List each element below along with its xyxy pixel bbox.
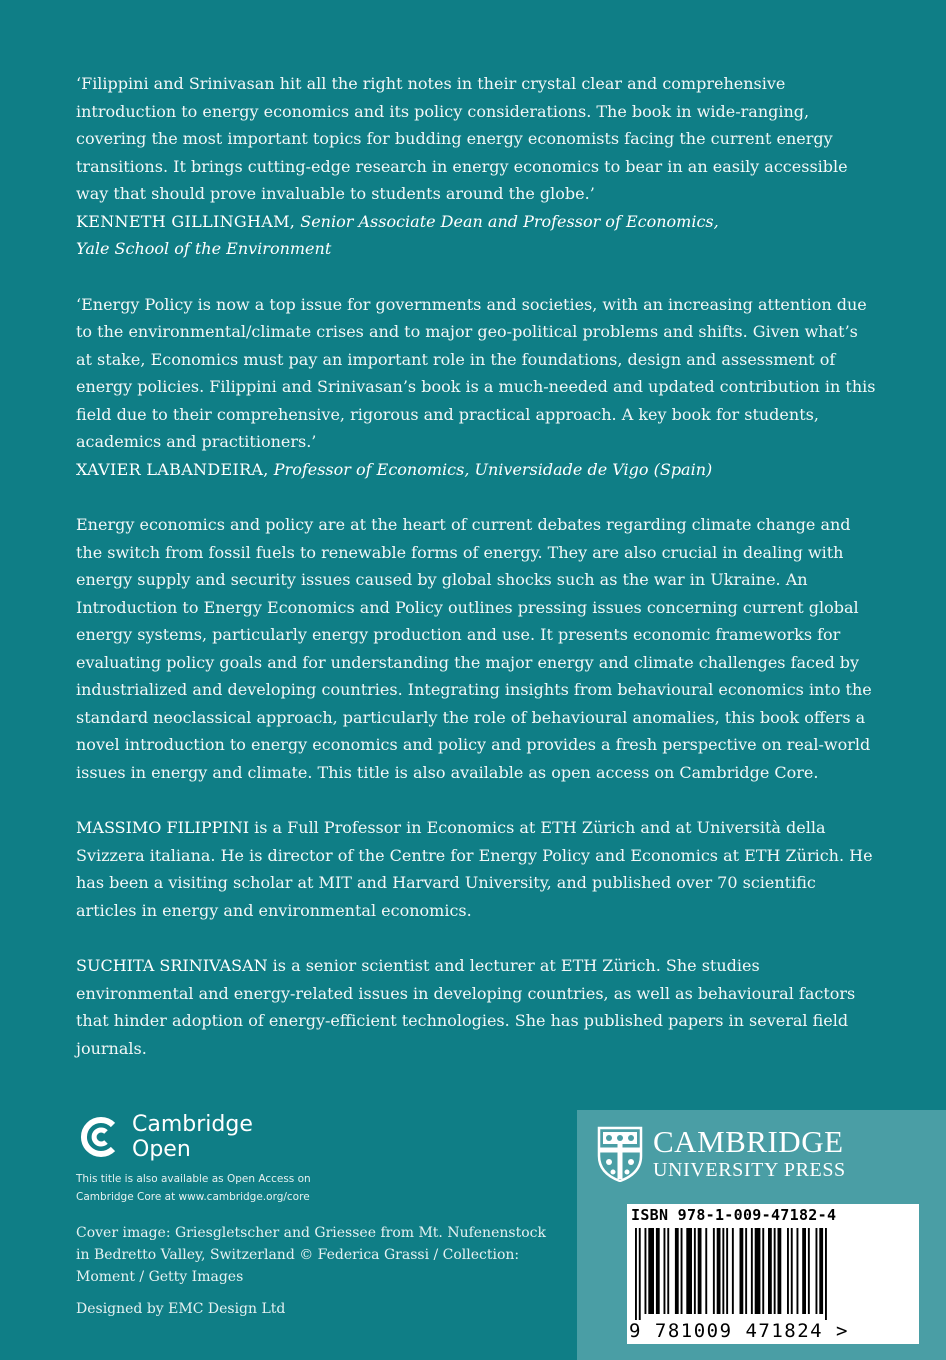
endorsement-2-name: XAVIER LABANDEIRA, <box>76 459 269 479</box>
endorsement-1-text: ‘Filippini and Srinivasan hit all the right notes in their crystal clear and comprehensive introduction to energy economics and its policy considerations. The book in wide-ranging, covering the most important topics for budding energy economists facing the current energy transitions. It brings cutting-edge research in energy economics to bear in an easily accessible way that should prove invaluable to students around the globe.’ <box>76 74 848 203</box>
endorsement-1-role: Senior Associate Dean and Professor of Economics, <box>300 211 719 231</box>
author-bio-1-text: is a Full Professor in Economics at ETH Zürich and at Università della Svizzera italiana. He is director of the Centre for Energy Policy and Economics at ETH Zürich. He has been a visiting scholar at MIT and Harvard University, and published over 70 scientific articles in energy and environmental economics. <box>76 818 873 920</box>
isbn-barcode <box>627 1204 919 1344</box>
author-bio-2-text: is a senior scientist and lecturer at ETH Zürich. She studies environmental and energy-related issues in developing countries, as well as behavioural factors that hinder adoption of energy-efficient technologies. She has published papers in several field journals. <box>76 956 856 1058</box>
author-bio-1 <box>76 814 876 924</box>
university-crest-icon <box>597 1126 643 1182</box>
cambridge-open-line2: Open <box>132 1137 191 1162</box>
author-bio-2 <box>76 952 876 1062</box>
cambridge-open-line1: Cambridge <box>132 1112 253 1137</box>
publisher-name-line1: CAMBRIDGE <box>653 1124 844 1159</box>
endorsement-2 <box>76 291 876 484</box>
cover-image-credit: Cover image: Griesgletscher and Griessee from Mt. Nufenenstock in Bedretto Valley, Switzerland © Federica Grassi / Collection: Moment / Getty Images <box>76 1225 546 1285</box>
cup-logo <box>597 1126 846 1182</box>
endorsement-1 <box>76 70 876 263</box>
open-access-note-line1: This title is also available as Open Access on <box>76 1173 311 1185</box>
cambridge-open-mark-icon <box>76 1114 122 1160</box>
open-access-note <box>76 1170 376 1206</box>
open-access-note-line2: Cambridge Core at www.cambridge.org/core <box>76 1191 310 1203</box>
author-bio-1-name: MASSIMO FILIPPINI <box>76 818 250 837</box>
barcode-bars <box>635 1228 911 1320</box>
endorsement-1-role-2: Yale School of the Environment <box>76 239 332 258</box>
back-cover-text <box>76 70 876 1062</box>
barcode-number: 9 781009 471824 > <box>629 1320 849 1342</box>
endorsement-1-attribution <box>76 208 876 263</box>
endorsement-1-name: KENNETH GILLINGHAM, <box>76 211 296 231</box>
endorsement-2-role: Professor of Economics, Universidade de Vigo (Spain) <box>273 459 713 479</box>
publisher-name-line2: UNIVERSITY PRESS <box>653 1159 846 1181</box>
publisher-panel <box>577 1110 946 1360</box>
author-bio-2-name: SUCHITA SRINIVASAN <box>76 956 268 975</box>
cambridge-open-logo <box>76 1112 253 1162</box>
book-description: Energy economics and policy are at the heart of current debates regarding climate change and the switch from fossil fuels to renewable forms of energy. They are also crucial in dealing with energy supply and security issues caused by global shocks such as the war in Ukraine. An Introduction to Energy Economics and Policy outlines pressing issues concerning current global energy systems, particularly energy production and use. It presents economic frameworks for evaluating policy goals and for understanding the major energy and climate challenges faced by industrialized and developing countries. Integrating insights from behavioural economics into the standard neoclassical approach, particularly the role of behavioural anomalies, this book offers a novel introduction to energy economics and policy and provides a fresh perspective on real-world issues in energy and climate. This title is also available as open access on Cambridge Core. <box>76 515 872 782</box>
isbn-label: ISBN 978-1-009-47182-4 <box>631 1206 837 1224</box>
endorsement-2-attribution <box>76 456 876 484</box>
designer-credit: Designed by EMC Design Ltd <box>76 1301 286 1317</box>
endorsement-2-text: ‘Energy Policy is now a top issue for governments and societies, with an increasing attention due to the environmental/climate crises and to major geo-political problems and shifts. Given what’s at stake, Economics must pay an important role in the foundations, design and assessment of energy policies. Filippini and Srinivasan’s book is a much-needed and updated contribution in this field due to their comprehensive, rigorous and practical approach. A key book for students, academics and practitioners.’ <box>76 294 876 451</box>
